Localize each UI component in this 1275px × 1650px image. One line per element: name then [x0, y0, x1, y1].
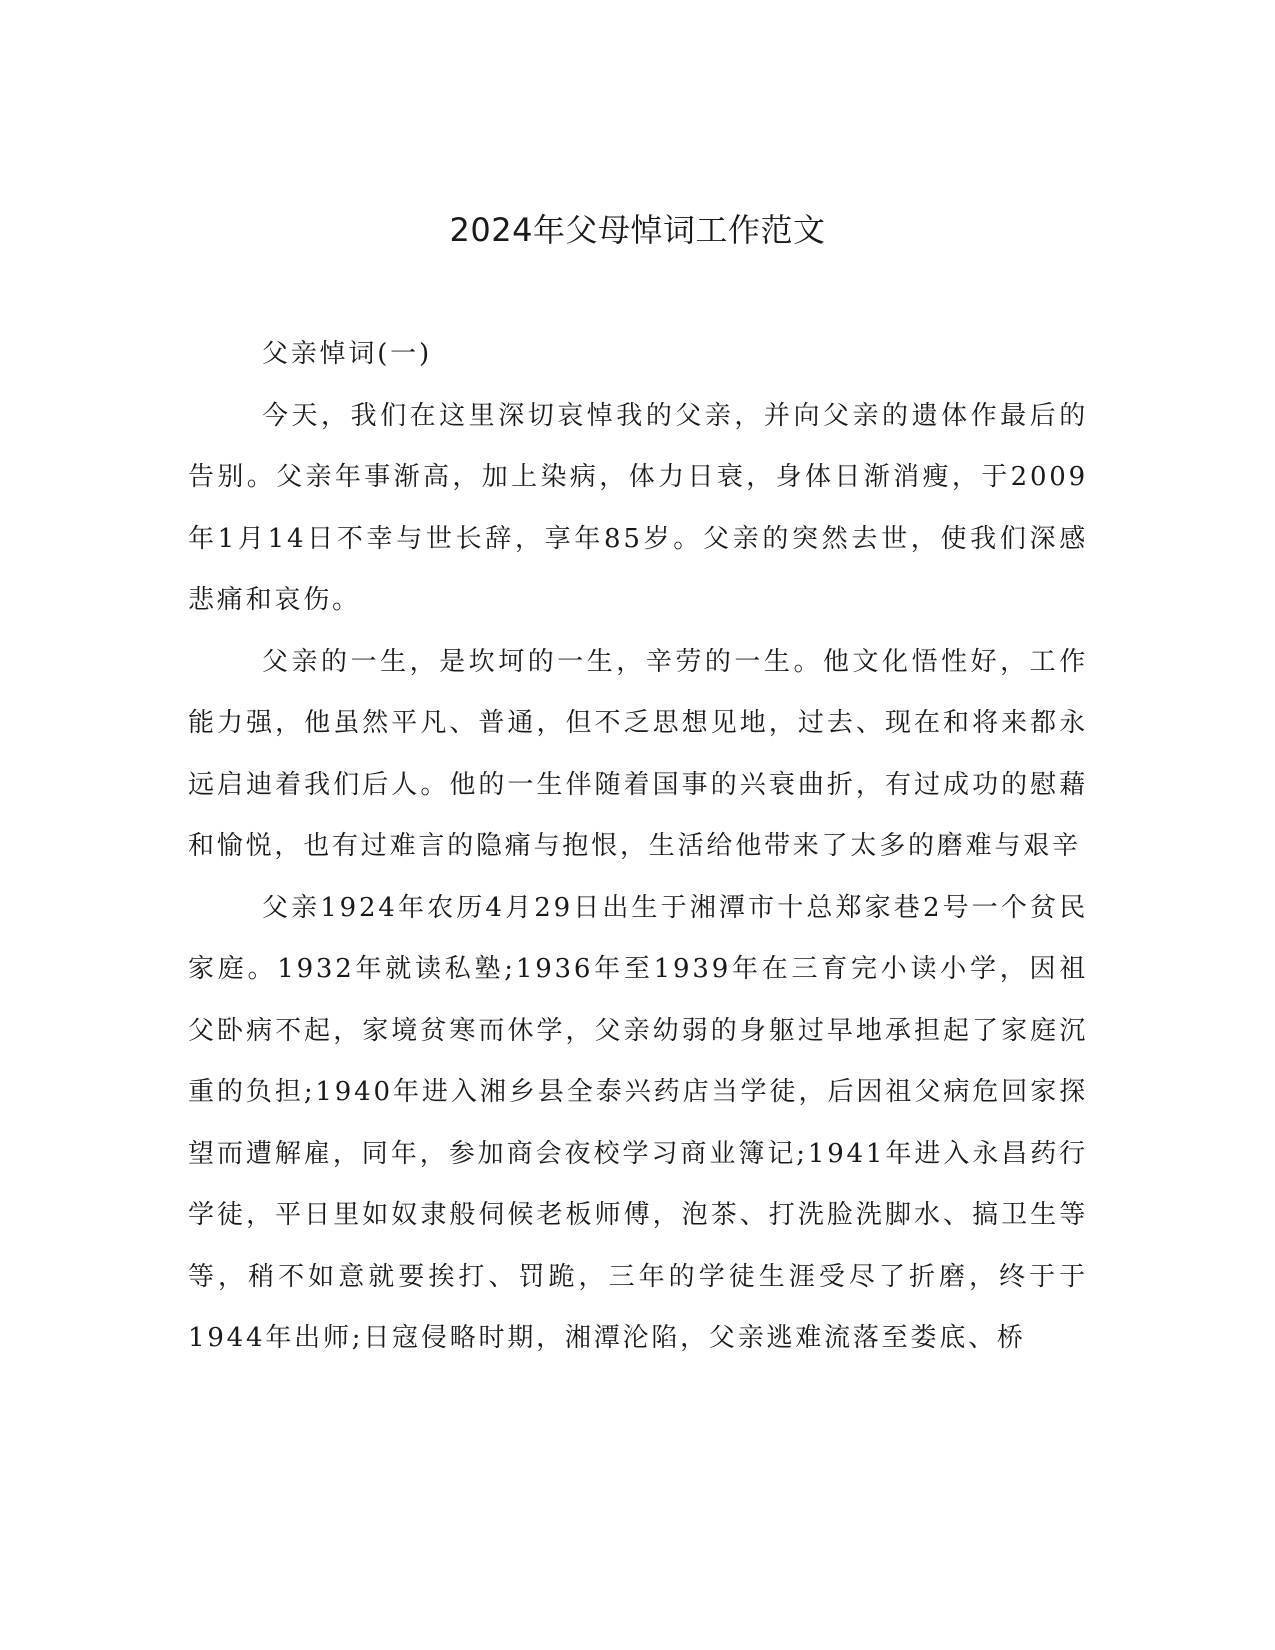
paragraph: 今天，我们在这里深切哀悼我的父亲，并向父亲的遗体作最后的告别。父亲年事渐高，加上染病，体力日衰，身体日渐消瘦，于2009年1月14日不幸与世长辞，享年85岁。父亲的突然去世，使我们深感悲痛和哀伤。: [188, 400, 1088, 615]
document-body: [188, 324, 1088, 1370]
paragraph: 父亲1924年农历4月29日出生于湘潭市十总郑家巷2号一个贫民家庭。1932年就读私塾;1936年至1939年在三育完小读小学，因祖父卧病不起，家境贫寒而休学，父亲幼弱的身躯过早地承担起了家庭沉重的负担;1940年进入湘乡县全泰兴药店当学徒，后因祖父病危回家探望而遭解雇，同年，参加商会夜校学习商业簿记;1941年进入永昌药行学徒，平日里如奴隶般伺候老板师傅，泡茶、打洗脸洗脚水、搞卫生等等，稍不如意就要挨打、罚跪，三年的学徒生涯受尽了折磨，终于于1944年出师;日寇侵略时期，湘潭沦陷，父亲逃难流落至娄底、桥: [188, 892, 1088, 1353]
document-title: 2024年父母悼词工作范文: [449, 211, 826, 249]
section-heading: 父亲悼词(一): [262, 339, 432, 369]
paragraph: 父亲的一生，是坎坷的一生，辛劳的一生。他文化悟性好，工作能力强，他虽然平凡、普通，但不乏思想见地，过去、现在和将来都永远启迪着我们后人。他的一生伴随着国事的兴衰曲折，有过成功的慰藉和愉悦，也有过难言的隐痛与抱恨，生活给他带来了太多的磨难与艰辛: [188, 646, 1088, 861]
